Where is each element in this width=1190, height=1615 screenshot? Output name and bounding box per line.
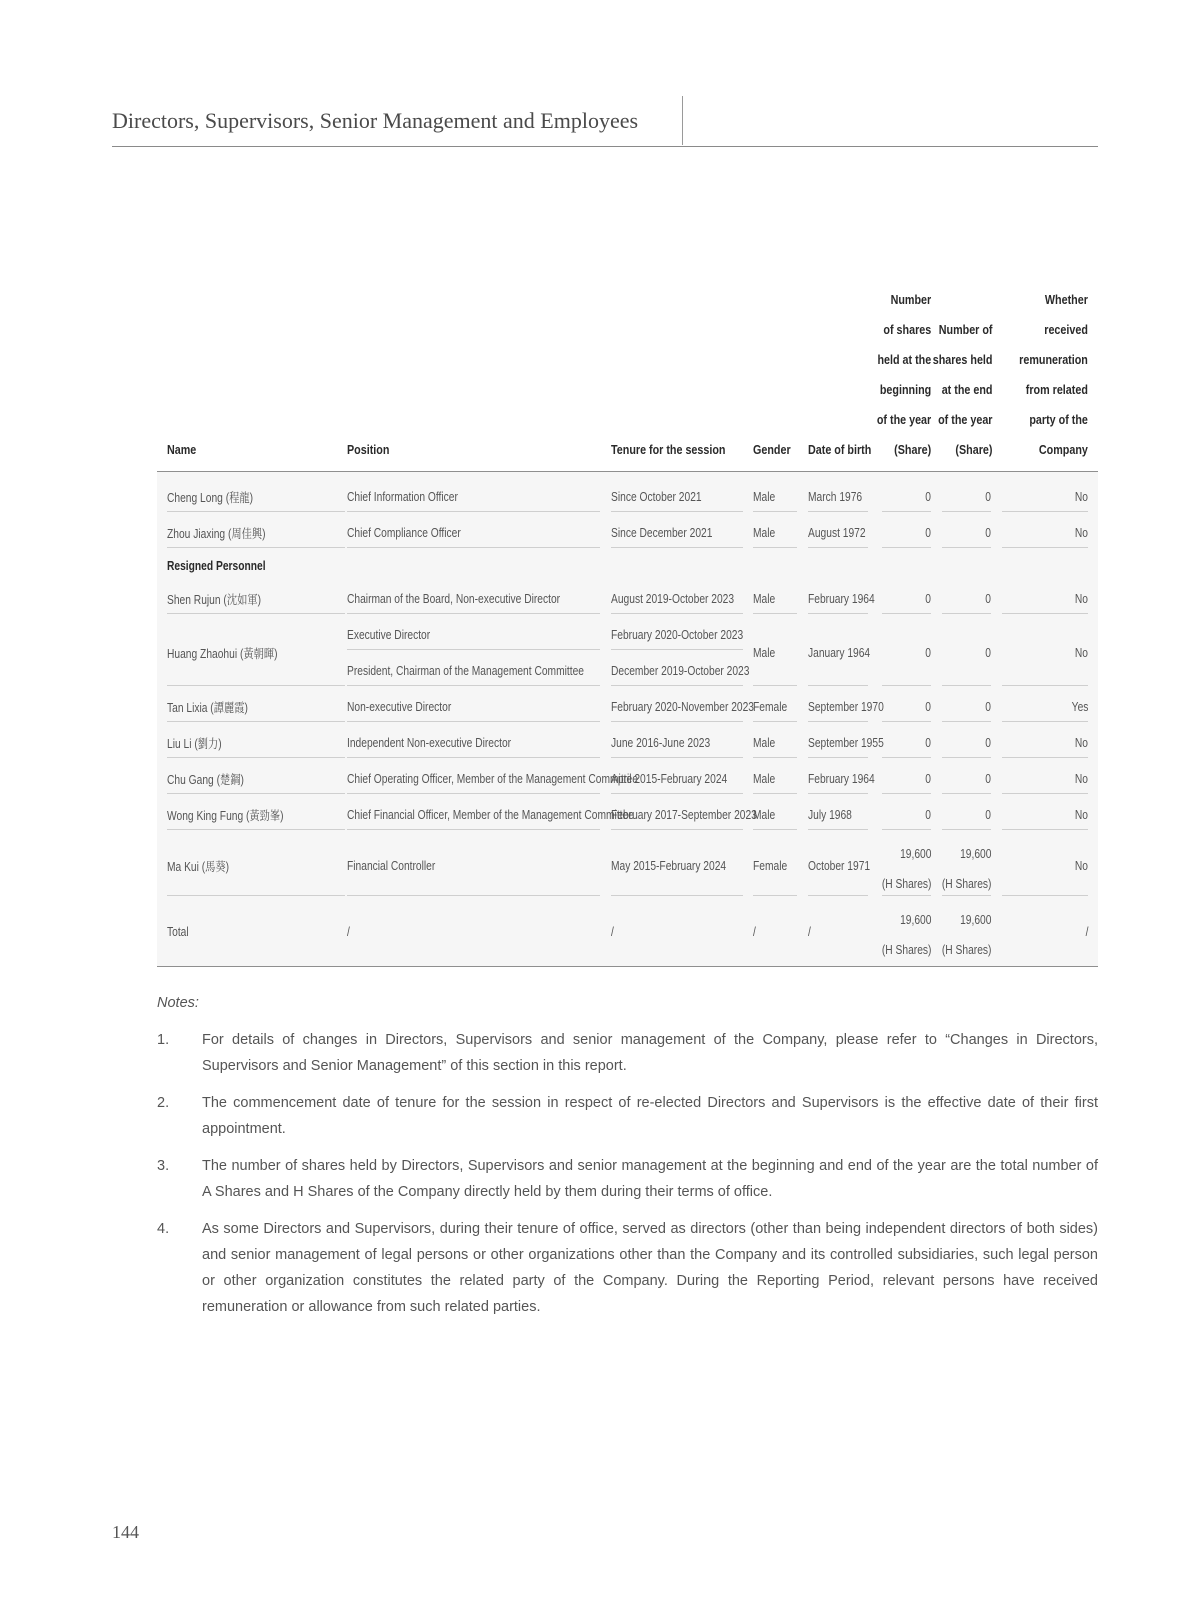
cell-underline [167, 895, 345, 896]
note-item [157, 1090, 1098, 1142]
cell-dob: August 1972 [808, 526, 866, 540]
cell-name: Huang Zhaohui (黃朝暉) [167, 647, 278, 661]
cell-tenure: June 2016-June 2023 [611, 736, 711, 750]
cell-position: Executive Director [347, 628, 431, 642]
cell-shares-begin: 19,600 (H Shares) [881, 847, 931, 891]
cell-underline [753, 547, 797, 548]
cell-gender: Male [753, 526, 776, 540]
cell-underline [808, 613, 868, 614]
cell-tenure: February 2020-October 2023 [611, 628, 744, 642]
cell-position: President, Chairman of the Management Committee [347, 664, 585, 678]
note-item [157, 1216, 1098, 1320]
cell-shares-end: 19,600 (H Shares) [941, 847, 991, 891]
cell-shares-begin: 0 [925, 772, 931, 786]
cell-remuneration: No [1074, 859, 1088, 873]
cell-underline [808, 511, 868, 512]
cell-remuneration: No [1074, 526, 1088, 540]
col-tenure-header: Tenure for the session [611, 443, 726, 457]
cell-underline [1002, 511, 1088, 512]
cell-underline [611, 547, 743, 548]
cell-underline [611, 721, 743, 722]
cell-remuneration: No [1074, 808, 1088, 822]
cell-underline [611, 685, 743, 686]
cell-gender: Male [753, 592, 776, 606]
col-position-header: Position [347, 443, 390, 457]
cell-tenure: Since December 2021 [611, 526, 713, 540]
cell-underline [753, 793, 797, 794]
cell-dob: January 1964 [808, 646, 871, 660]
cell-remuneration: No [1074, 592, 1088, 606]
cell-underline [753, 613, 797, 614]
cell-gender: Male [753, 808, 776, 822]
cell-underline [882, 511, 931, 512]
cell-gender: Female [753, 700, 788, 714]
personnel-table [157, 288, 1098, 967]
cell-position: Chairman of the Board, Non-executive Director [347, 592, 561, 606]
note-item [157, 1027, 1098, 1079]
cell-name: Zhou Jiaxing (周佳興) [167, 527, 266, 541]
cell-underline [1002, 613, 1088, 614]
cell-underline [167, 511, 345, 512]
cell-gender: / [753, 925, 756, 939]
cell-underline [611, 511, 743, 512]
cell-underline [942, 511, 991, 512]
cell-underline [611, 895, 743, 896]
cell-underline [167, 613, 345, 614]
cell-underline [753, 511, 797, 512]
cell-position: Independent Non-executive Director [347, 736, 512, 750]
cell-underline [942, 547, 991, 548]
cell-shares-end: 0 [985, 736, 991, 750]
cell-shares-begin: 0 [925, 526, 931, 540]
note-number: 2. [157, 1095, 170, 1111]
cell-underline [942, 721, 991, 722]
cell-dob: September 1955 [808, 736, 884, 750]
note-number: 4. [157, 1221, 170, 1237]
cell-underline [753, 685, 797, 686]
cell-underline [347, 613, 600, 614]
col-gender-header: Gender [753, 443, 791, 457]
cell-underline [808, 829, 868, 830]
cell-underline [167, 547, 345, 548]
cell-underline [347, 895, 600, 896]
cell-underline [882, 829, 931, 830]
section-title: Directors, Supervisors, Senior Management and Employees [112, 108, 639, 133]
cell-gender: Female [753, 859, 788, 873]
cell-position: Chief Information Officer [347, 490, 458, 504]
cell-dob: / [808, 925, 811, 939]
note-number: 3. [157, 1158, 170, 1174]
cell-underline [753, 895, 797, 896]
table-body [157, 472, 1098, 967]
cell-tenure: February 2020-November 2023 [611, 700, 755, 714]
cell-underline [882, 793, 931, 794]
cell-dob: October 1971 [808, 859, 871, 873]
cell-name: Liu Li (劉力) [167, 737, 222, 751]
cell-underline [611, 793, 743, 794]
cell-underline [167, 685, 345, 686]
cell-name: Tan Lixia (譚麗霞) [167, 701, 248, 715]
cell-underline [1002, 757, 1088, 758]
cell-remuneration: / [1085, 925, 1088, 939]
cell-underline [808, 685, 868, 686]
cell-position: Financial Controller [347, 859, 436, 873]
cell-shares-end: 0 [985, 592, 991, 606]
cell-tenure: February 2017-September 2023 [611, 808, 757, 822]
cell-total-label: Total [167, 925, 189, 939]
cell-underline [942, 757, 991, 758]
cell-remuneration: No [1074, 772, 1088, 786]
cell-shares-end: 0 [985, 490, 991, 504]
header-divider [682, 96, 683, 145]
col-name-header: Name [167, 443, 197, 457]
cell-shares-begin: 0 [925, 592, 931, 606]
cell-underline [808, 547, 868, 548]
cell-shares-end: 0 [985, 772, 991, 786]
cell-underline [347, 829, 600, 830]
notes-section [157, 995, 1098, 1331]
cell-underline [347, 721, 600, 722]
col-shares-begin-header: Number of shares held at the beginning of the year (Share) [876, 293, 931, 457]
cell-underline [942, 895, 991, 896]
cell-underline [808, 721, 868, 722]
cell-underline [1002, 793, 1088, 794]
cell-remuneration: Yes [1071, 700, 1088, 714]
cell-underline [611, 829, 743, 830]
cell-underline [347, 757, 600, 758]
cell-dob: February 1964 [808, 592, 875, 606]
cell-tenure: / [611, 925, 614, 939]
cell-tenure: December 2019-October 2023 [611, 664, 750, 678]
cell-underline [1002, 829, 1088, 830]
cell-shares-begin: 0 [925, 808, 931, 822]
cell-underline [882, 685, 931, 686]
cell-remuneration: No [1074, 490, 1088, 504]
cell-position: Chief Financial Officer, Member of the Management Committee [347, 808, 634, 822]
cell-shares-begin: 0 [925, 700, 931, 714]
cell-underline [882, 721, 931, 722]
cell-underline [882, 547, 931, 548]
cell-underline [167, 793, 345, 794]
cell-dob: February 1964 [808, 772, 875, 786]
cell-underline [753, 757, 797, 758]
cell-underline [808, 793, 868, 794]
table-bottom-rule [157, 966, 1098, 967]
table-header [157, 288, 1098, 472]
cell-name: Ma Kui (馬葵) [167, 860, 230, 874]
cell-underline [167, 721, 345, 722]
cell-underline [347, 685, 600, 686]
cell-underline [611, 757, 743, 758]
note-text: For details of changes in Directors, Supervisors and senior management of the Company, please refer to “Changes in Directors, Supervisors and Senior Management” of this section in this report. [202, 1032, 1098, 1074]
cell-position: / [347, 925, 350, 939]
cell-underline [1002, 895, 1088, 896]
note-text: The commencement date of tenure for the session in respect of re-elected Directors and Supervisors is the effective date of their first appointment. [202, 1095, 1098, 1137]
cell-shares-begin: 19,600 (H Shares) [881, 913, 931, 957]
cell-name: Shen Rujun (沈如軍) [167, 593, 261, 607]
cell-shares-begin: 0 [925, 490, 931, 504]
page-header [112, 96, 1098, 147]
cell-underline [347, 649, 600, 650]
col-remuneration-header: Whether received remuneration from related party of the Company [1019, 293, 1088, 457]
cell-shares-begin: 0 [925, 646, 931, 660]
cell-underline [942, 829, 991, 830]
cell-underline [942, 793, 991, 794]
cell-underline [753, 829, 797, 830]
cell-underline [611, 649, 743, 650]
cell-dob: March 1976 [808, 490, 863, 504]
cell-name: Chu Gang (楚鋼) [167, 773, 244, 787]
col-shares-end-header: Number of shares held at the end of the year (Share) [932, 323, 992, 457]
cell-underline [1002, 547, 1088, 548]
page-number: 144 [112, 1522, 139, 1542]
cell-dob: July 1968 [808, 808, 852, 822]
cell-position: Non-executive Director [347, 700, 452, 714]
resigned-section-label: Resigned Personnel [167, 559, 266, 573]
cell-shares-end: 0 [985, 808, 991, 822]
cell-underline [882, 613, 931, 614]
cell-underline [882, 895, 931, 896]
cell-tenure: Since October 2021 [611, 490, 702, 504]
cell-underline [1002, 685, 1088, 686]
cell-underline [808, 895, 868, 896]
cell-dob: September 1970 [808, 700, 884, 714]
cell-underline [942, 613, 991, 614]
cell-underline [882, 757, 931, 758]
note-text: As some Directors and Supervisors, during their tenure of office, served as directors (other than being independent directors of both sides) and senior management of legal persons or other organizations other than the Company and its controlled subsidiaries, such legal person or other organization constitutes the related party of the Company. During the Reporting Period, relevant persons have received remuneration or allowance from such related parties. [202, 1221, 1098, 1315]
cell-underline [347, 793, 600, 794]
cell-name: Wong King Fung (黃勁峯) [167, 809, 284, 823]
cell-position: Chief Compliance Officer [347, 526, 461, 540]
cell-underline [753, 721, 797, 722]
notes-title: Notes: [157, 995, 199, 1011]
cell-underline [347, 547, 600, 548]
cell-remuneration: No [1074, 646, 1088, 660]
cell-gender: Male [753, 772, 776, 786]
cell-shares-begin: 0 [925, 736, 931, 750]
cell-underline [347, 511, 600, 512]
cell-underline [167, 829, 345, 830]
cell-shares-end: 0 [985, 526, 991, 540]
cell-shares-end: 0 [985, 700, 991, 714]
cell-underline [611, 613, 743, 614]
cell-underline [942, 685, 991, 686]
note-item [157, 1153, 1098, 1205]
cell-shares-end: 0 [985, 646, 991, 660]
cell-gender: Male [753, 736, 776, 750]
note-number: 1. [157, 1032, 170, 1048]
cell-name: Cheng Long (程龍) [167, 491, 254, 505]
cell-tenure: April 2015-February 2024 [611, 772, 728, 786]
cell-tenure: August 2019-October 2023 [611, 592, 735, 606]
cell-tenure: May 2015-February 2024 [611, 859, 727, 873]
cell-gender: Male [753, 490, 776, 504]
cell-underline [167, 757, 345, 758]
cell-remuneration: No [1074, 736, 1088, 750]
col-dob-header: Date of birth [808, 443, 872, 457]
cell-underline [1002, 721, 1088, 722]
cell-shares-end: 19,600 (H Shares) [941, 913, 991, 957]
cell-gender: Male [753, 646, 776, 660]
cell-underline [808, 757, 868, 758]
cell-position: Chief Operating Officer, Member of the Management Committee [347, 772, 638, 786]
note-text: The number of shares held by Directors, Supervisors and senior management at the beginning and end of the year are the total number of A Shares and H Shares of the Company directly held by them during their terms of office. [202, 1158, 1098, 1200]
